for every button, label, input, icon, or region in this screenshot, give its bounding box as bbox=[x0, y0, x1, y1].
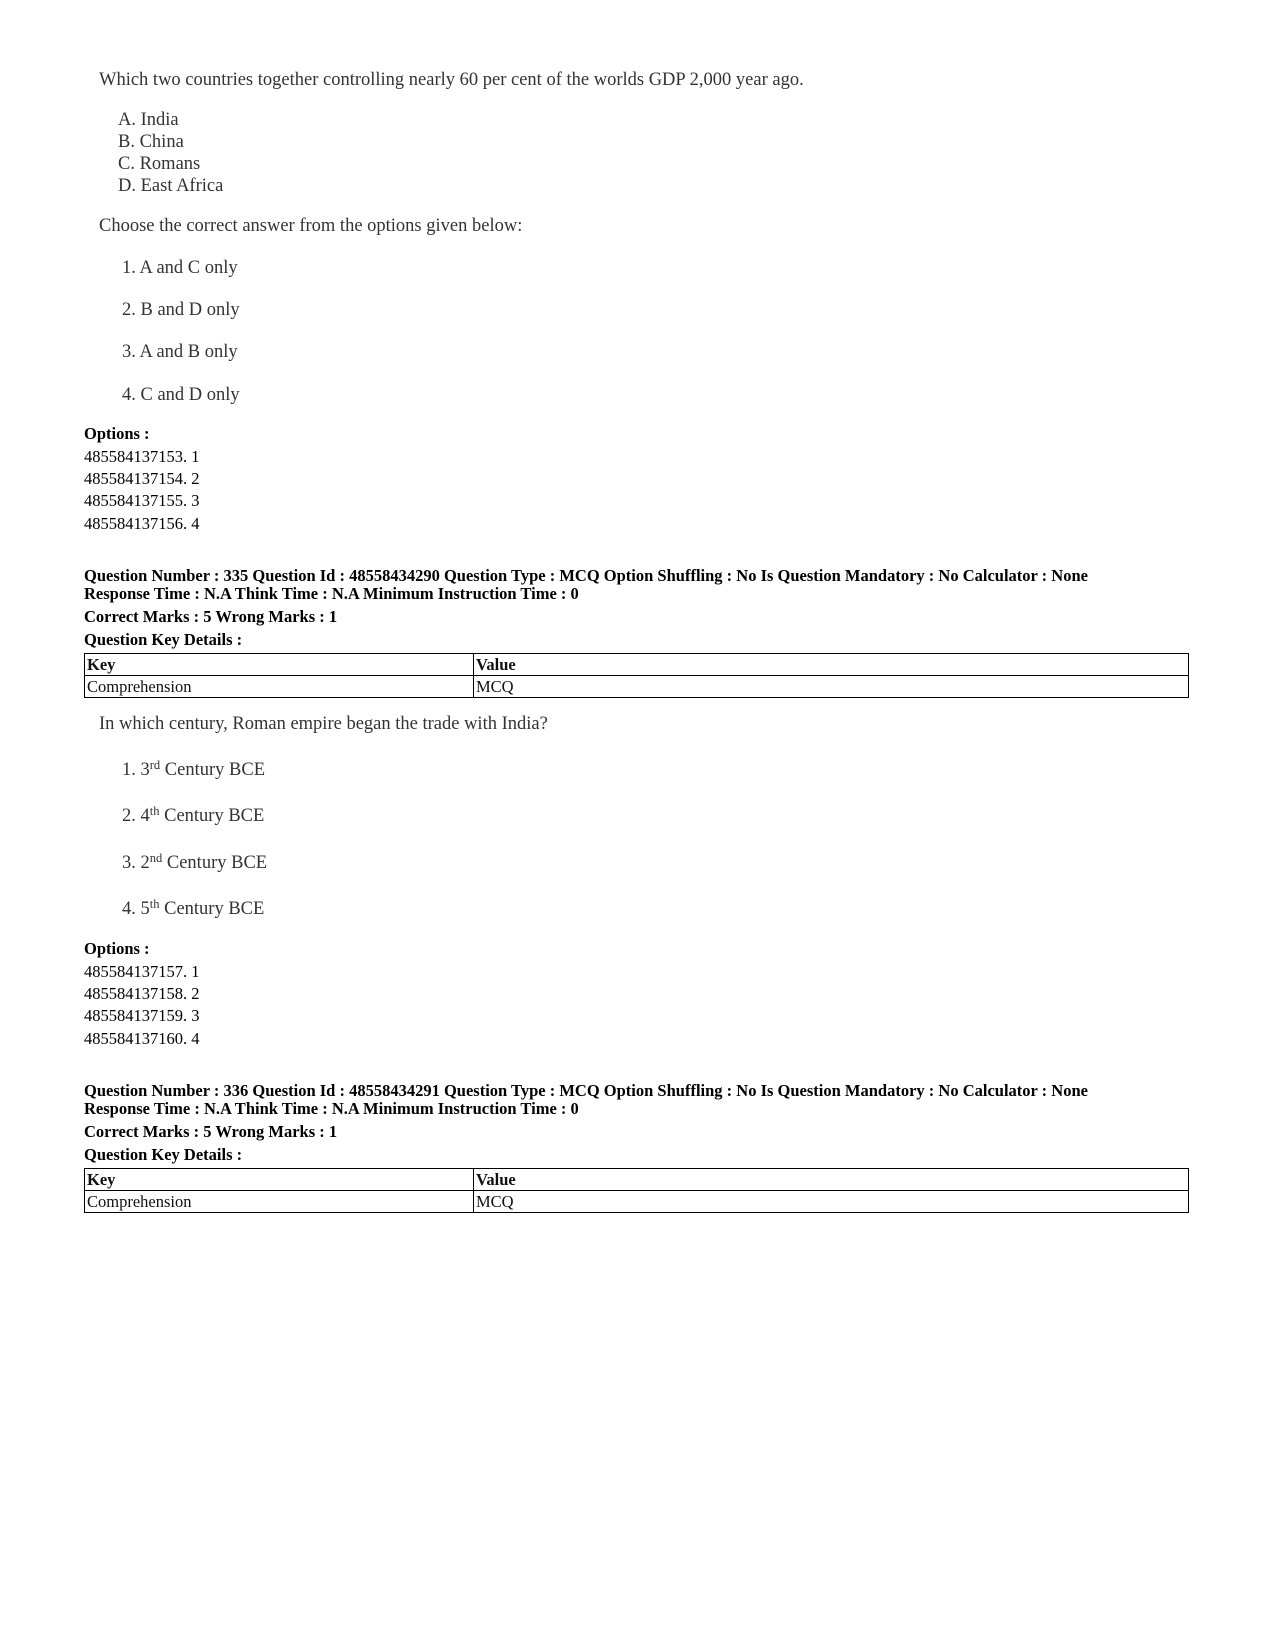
table-header-row bbox=[85, 654, 1189, 676]
question-335-timing: Response Time : N.A Think Time : N.A Minimum Instruction Time : 0 bbox=[84, 584, 579, 603]
answer-choice-3: 3. 2nd Century BCE bbox=[122, 850, 268, 873]
options-label: Options : bbox=[84, 939, 150, 958]
question-335-header: Question Number : 335 Question Id : 48558434290 Question Type : MCQ Option Shuffling : No Is Question Mandatory : No Calculator : None bbox=[84, 566, 1088, 585]
table-header-key: Key bbox=[85, 654, 474, 676]
table-cell-value: MCQ bbox=[474, 1191, 1189, 1213]
question-335-text: In which century, Roman empire began the trade with India? bbox=[99, 714, 548, 734]
table-row bbox=[85, 1191, 1189, 1213]
answer-choice-3: 3. A and B only bbox=[122, 342, 238, 362]
question-336-header: Question Number : 336 Question Id : 48558434291 Question Type : MCQ Option Shuffling : No Is Question Mandatory : No Calculator : None bbox=[84, 1081, 1088, 1100]
option-id-2: 485584137154. 2 bbox=[84, 469, 200, 488]
item-a: A. India bbox=[118, 110, 179, 130]
table-cell-key: Comprehension bbox=[85, 1191, 474, 1213]
option-id-3: 485584137155. 3 bbox=[84, 491, 200, 510]
answer-choice-4: 4. C and D only bbox=[122, 385, 240, 405]
question-336-marks: Correct Marks : 5 Wrong Marks : 1 bbox=[84, 1122, 338, 1141]
option-id-2: 485584137158. 2 bbox=[84, 984, 200, 1003]
option-id-4: 485584137160. 4 bbox=[84, 1029, 200, 1048]
item-b: B. China bbox=[118, 132, 184, 152]
answer-choice-2: 2. 4th Century BCE bbox=[122, 803, 265, 826]
instruction-text: Choose the correct answer from the options given below: bbox=[99, 216, 523, 236]
answer-choice-1: 1. 3rd Century BCE bbox=[122, 757, 266, 780]
question-335-marks: Correct Marks : 5 Wrong Marks : 1 bbox=[84, 607, 338, 626]
question-336-key-table bbox=[84, 1168, 1189, 1213]
table-cell-value: MCQ bbox=[474, 676, 1189, 698]
question-336-timing: Response Time : N.A Think Time : N.A Minimum Instruction Time : 0 bbox=[84, 1099, 579, 1118]
table-cell-key: Comprehension bbox=[85, 676, 474, 698]
table-header-value: Value bbox=[474, 654, 1189, 676]
option-id-3: 485584137159. 3 bbox=[84, 1006, 200, 1025]
item-d: D. East Africa bbox=[118, 176, 224, 196]
question-334-text: Which two countries together controlling nearly 60 per cent of the worlds GDP 2,000 year ago. bbox=[99, 70, 804, 90]
question-335-key-details-label: Question Key Details : bbox=[84, 630, 243, 649]
question-336-key-details-label: Question Key Details : bbox=[84, 1145, 243, 1164]
table-header-key: Key bbox=[85, 1169, 474, 1191]
table-header-row bbox=[85, 1169, 1189, 1191]
option-id-1: 485584137153. 1 bbox=[84, 447, 200, 466]
options-label: Options : bbox=[84, 424, 150, 443]
table-header-value: Value bbox=[474, 1169, 1189, 1191]
answer-choice-1: 1. A and C only bbox=[122, 258, 238, 278]
answer-choice-4: 4. 5th Century BCE bbox=[122, 896, 265, 919]
item-c: C. Romans bbox=[118, 154, 201, 174]
table-row bbox=[85, 676, 1189, 698]
answer-choice-2: 2. B and D only bbox=[122, 300, 240, 320]
option-id-1: 485584137157. 1 bbox=[84, 962, 200, 981]
option-id-4: 485584137156. 4 bbox=[84, 514, 200, 533]
question-335-key-table bbox=[84, 653, 1189, 698]
